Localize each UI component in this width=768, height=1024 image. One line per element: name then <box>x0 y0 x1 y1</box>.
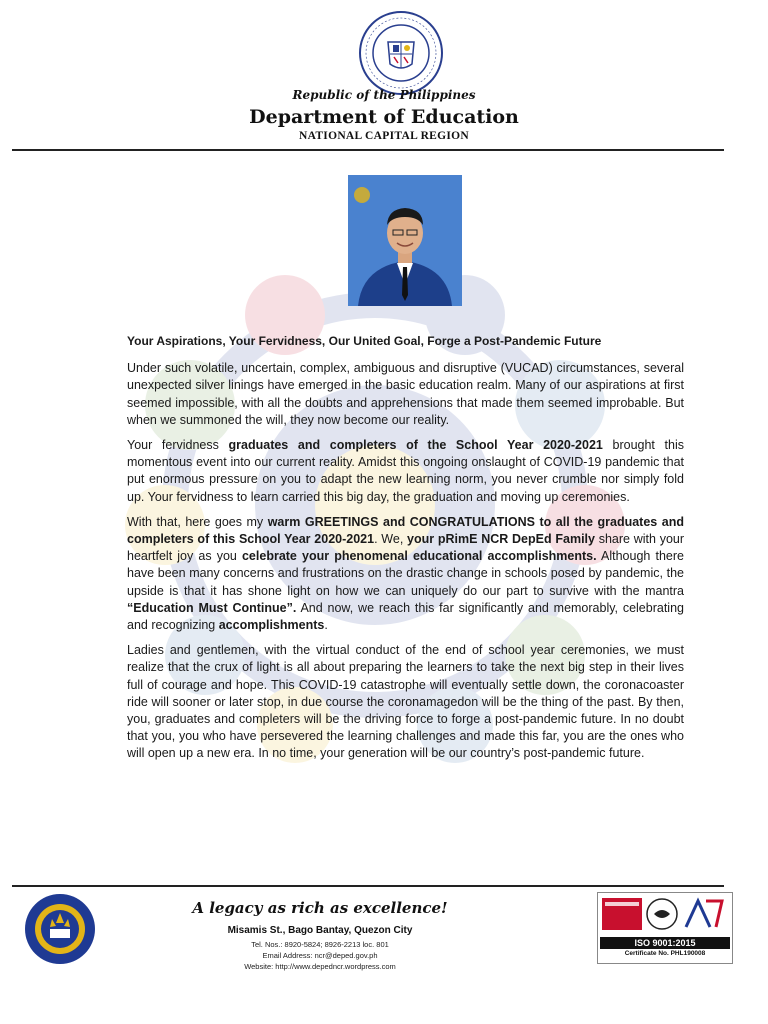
accomplishments-emphasis: accomplishments <box>218 618 325 633</box>
paragraph-2-text: brought this momentous event into our current reality. Amidst this ongoing onslaught of COVID-19 pandemic that put enormous pressure on you to adapt the new learning norm, you never crumble nor simply fold up. Your fervidness to learn carried this big day, the graduation and moving up ceremonies. <box>127 438 684 504</box>
paragraph-4: Ladies and gentlemen, with the virtual conduct of the end of school year ceremonies, we must realize that the crux of light is all about preparing the learners to take the next big step in their lives full of courage and hope. This COVID-19 catastrophe will eventually settle down, the coronacoaster ride will sooner or later stop, in due course the coronamagedon will be the thing of the past. By then, you, graduates and completers will be the driving force to forge a post-pandemic future. In no doubt that you, you who have persevered the learning challenges and made this far, you are the ones who will open up a new era. In no time, your generation will be our country’s post-pandemic future. <box>127 643 684 761</box>
header-divider <box>12 149 724 151</box>
iso-certificate-number: Certificate No. PHL190008 <box>624 950 706 957</box>
iso-certification-badge <box>597 892 733 964</box>
certification-marks-icon <box>598 893 732 937</box>
paragraph-2 <box>127 437 684 506</box>
paragraph-3-text: share with your heartfelt joy as you <box>127 532 685 564</box>
greetings-emphasis: warm GREETINGS and CONGRATULATIONS to all the graduates and completers of this School Year 2020-2021 <box>127 514 684 547</box>
website-link[interactable]: Website: http://www.depedncr.wordpress.com <box>244 962 396 971</box>
paragraph-2-text: Your fervidness <box>127 438 229 453</box>
department-heading: Department of Education <box>249 106 519 128</box>
paragraph-3-text: With that, here goes my <box>127 514 268 529</box>
paragraph-1: Under such volatile, uncertain, complex, ambiguous and disruptive (VUCAD) circumstances, several unexpected silver linings have emerged in the basic education realm. Many of our aspirations at first seemed impossible, with all the doubts and apprehensions that made them seemed improbable. But when we summoned the will, they now become our reality. <box>127 361 684 427</box>
celebrate-emphasis: celebrate your phenomenal educational accomplishments. <box>241 549 597 564</box>
republic-heading: Republic of the Philippines <box>292 88 476 102</box>
paragraph-3 <box>127 514 684 634</box>
official-portrait-image <box>348 175 462 306</box>
message-title: Your Aspirations, Your Fervidness, Our United Goal, Forge a Post-Pandemic Future <box>127 334 602 348</box>
telephone-numbers: Tel. Nos.: 8920-5824; 8926-2213 loc. 801 <box>251 940 389 949</box>
message-body <box>127 333 684 771</box>
region-heading: NATIONAL CAPITAL REGION <box>298 130 470 142</box>
tagline: A legacy as rich as excellence! <box>192 899 448 917</box>
iso-standard-label: ISO 9001:2015 <box>600 937 730 949</box>
paragraph-3-text: . <box>324 618 328 633</box>
paragraph-3-text: Although there have been many concerns and frustrations on the drastic change in schools posed by pandemic, the upside is that it has shone light on how we can uniquely do our part to survive with the mantra <box>127 549 684 598</box>
footer-divider <box>12 885 724 887</box>
deped-family-emphasis: your pRimE NCR DepEd Family <box>407 532 595 547</box>
email-address: Email Address: ncr@deped.gov.ph <box>262 951 378 960</box>
mantra-emphasis: “Education Must Continue”. <box>127 600 297 615</box>
office-address: Misamis St., Bago Bantay, Quezon City <box>227 925 413 936</box>
deped-seal-icon <box>358 10 444 96</box>
paragraph-3-text: And now, we reach this far significantly and memorably, celebrating and recognizing <box>127 600 684 633</box>
paragraph-3-text: . We, <box>374 532 408 547</box>
paragraph-2-emphasis: graduates and completers of the School Year 2020-2021 <box>228 438 603 453</box>
